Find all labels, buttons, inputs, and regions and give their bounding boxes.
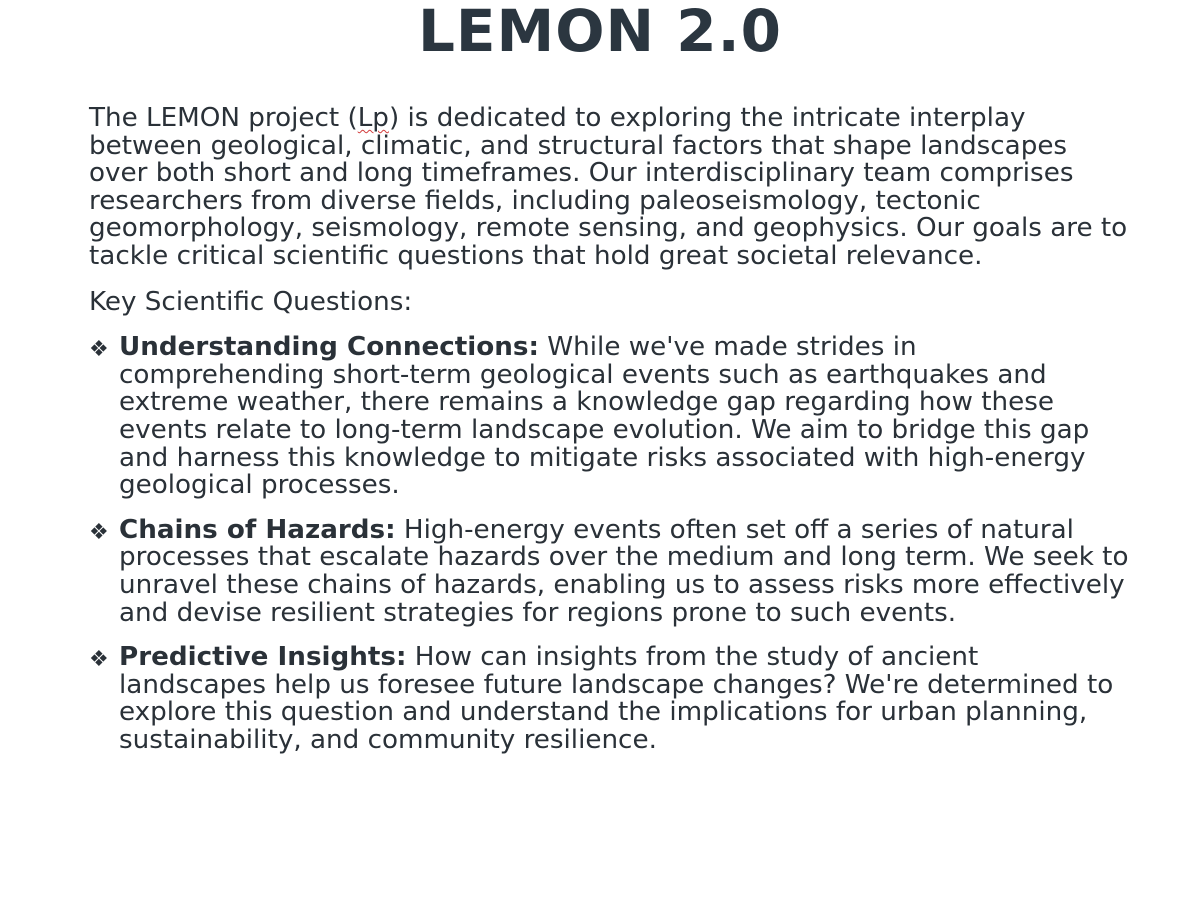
questions-list	[89, 334, 1129, 754]
question-title: Chains of Hazards:	[119, 514, 396, 545]
question-title: Predictive Insights:	[119, 642, 407, 673]
question-text: High-energy events often set off a series of natural processes that escalate hazards over the medium and long term. We seek to unravel these chains of hazards, enabling us to assess risks more effectively and devise resilient strategies for regions prone to such events.	[119, 514, 1129, 628]
intro-text-end: ) is dedicated to exploring the intricate interplay between geological, climatic, and structural factors that shape landscapes over both short and long timeframes. Our interdisciplinary team comprises researchers from diverse fields, including paleoseismology, tectonic geomorphology, seismology, remote sensing, and geophysics. Our goals are to tackle critical scientific questions that hold great societal relevance.	[89, 103, 1128, 271]
question-item	[89, 334, 1129, 500]
intro-paragraph	[89, 105, 1129, 271]
question-item	[89, 514, 1129, 628]
project-abbreviation: Lp	[357, 103, 389, 133]
question-text: While we've made strides in comprehending short-term geological events such as earthquakes and extreme weather, there remains a knowledge gap regarding how these events relate to long-term landscape evolution. We aim to bridge this gap and harness this knowledge to mitigate risks associated with high-energy geological processes.	[119, 332, 1090, 501]
diamond-bullet-icon: ❖	[89, 519, 109, 545]
diamond-bullet-icon: ❖	[89, 337, 109, 363]
question-title: Understanding Connections:	[119, 332, 539, 363]
question-item	[89, 644, 1129, 754]
questions-heading: Key Scientific Questions:	[89, 286, 413, 317]
question-text: How can insights from the study of ancient landscapes help us foresee future landscape changes? We're determined to explore this question and understand the implications for urban planning, sustainability, and community resilience.	[119, 642, 1114, 755]
page-title: LEMON 2.0	[417, 0, 783, 65]
slide-body	[89, 105, 1129, 771]
diamond-bullet-icon: ❖	[89, 647, 109, 673]
intro-text-start: The LEMON project (	[89, 103, 358, 133]
